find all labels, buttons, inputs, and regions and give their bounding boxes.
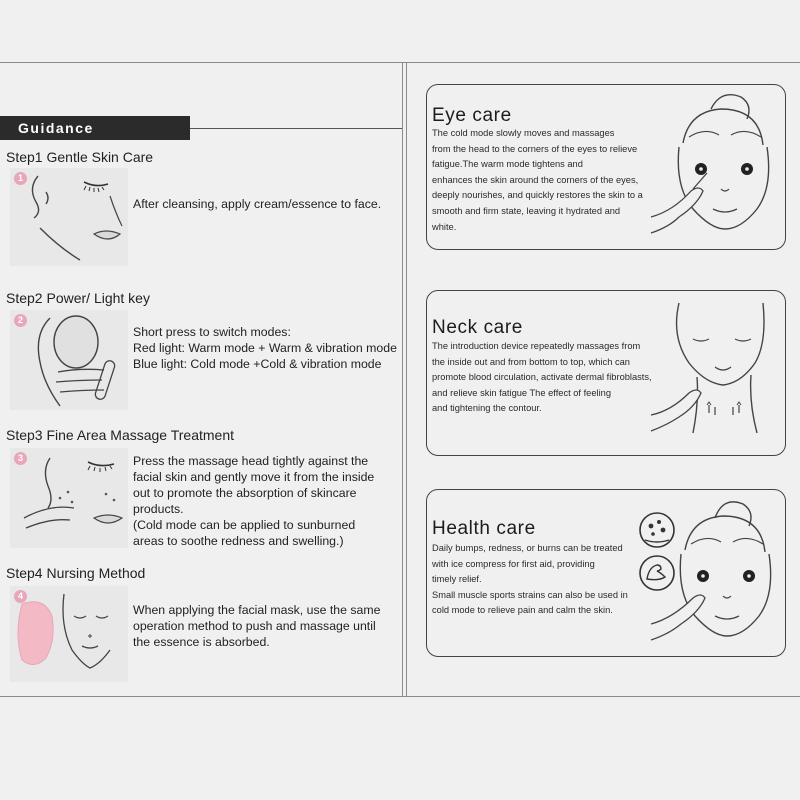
step2-line: Short press to switch modes: (133, 325, 291, 339)
eye-care-title: Eye care (432, 105, 512, 126)
bottom-divider (0, 696, 800, 697)
guidance-banner: Guidance (0, 116, 190, 140)
step2-line: Blue light: Cold mode +Cold & vibration mode (133, 357, 382, 371)
step4-title: Step4 Nursing Method (6, 565, 146, 581)
step3-line: out to promote the absorption of skincare (133, 486, 357, 500)
step3-number-badge: 3 (14, 452, 27, 465)
step2-number-badge: 2 (14, 314, 27, 327)
neck-care-line: The introduction device repeatedly massages from (432, 341, 641, 351)
health-care-line: cold mode to relieve pain and calm the skin. (432, 605, 613, 616)
eye-care-line: white. (432, 221, 457, 232)
step3-text (133, 453, 374, 549)
step3-line: Press the massage head tightly against the (133, 454, 369, 468)
massage-face-icon (10, 448, 128, 548)
health-care-title: Health care (432, 518, 536, 539)
health-care-line: Small muscle sports strains can also be used in (432, 589, 628, 600)
step2-illustration (10, 310, 128, 410)
step3-line: areas to soothe redness and swelling.) (133, 534, 344, 548)
step1-title: Step1 Gentle Skin Care (6, 149, 154, 165)
step2-title: Step2 Power/ Light key (6, 290, 150, 306)
top-divider (0, 62, 800, 63)
eye-care-text (432, 126, 643, 235)
eye-care-line: deeply nourishes, and quickly restores the skin to a (432, 190, 643, 201)
step4-illustration (10, 586, 128, 682)
eye-care-line: fatigue.The warm mode tightens and (432, 159, 583, 170)
eye-care-card (426, 84, 786, 250)
step4-line: operation method to push and massage until (133, 619, 376, 633)
face-mask-icon (10, 586, 128, 682)
step1-text (133, 196, 381, 212)
step2-line: Red light: Warm mode + Warm & vibration mode (133, 341, 397, 355)
neck-care-line: the inside out and from bottom to top, which can (432, 356, 630, 367)
health-care-line: timely relief. (432, 574, 482, 585)
eye-care-line: from the head to the corners of the eyes to relieve (432, 143, 638, 154)
column-divider-left (402, 62, 403, 696)
neck-care-card (426, 290, 786, 456)
eye-care-line: The cold mode slowly moves and massages (432, 128, 615, 138)
face-neck-care-icon (649, 293, 786, 453)
health-care-card (426, 489, 786, 657)
step3-illustration (10, 448, 128, 548)
neck-care-line: and tightening the contour. (432, 403, 542, 414)
neck-care-line: and relieve skin fatigue The effect of feeling (432, 387, 611, 398)
step1-illustration (10, 168, 128, 266)
step1-number-badge: 1 (14, 172, 27, 185)
step3-line: products. (133, 502, 184, 516)
step3-title: Step3 Fine Area Massage Treatment (6, 427, 235, 443)
health-care-line: with ice compress for first aid, providing (432, 558, 595, 569)
step4-number-badge: 4 (14, 590, 27, 603)
step4-text (133, 602, 380, 650)
device-in-hand-icon (10, 310, 128, 410)
health-care-line: Daily bumps, redness, or burns can be treated (432, 543, 623, 553)
guidance-rule (190, 128, 402, 129)
eye-care-line: enhances the skin around the corners of the eyes, (432, 174, 639, 185)
step3-line: (Cold mode can be applied to sunburned (133, 518, 356, 532)
face-profile-icon (10, 168, 128, 266)
face-eye-care-icon (649, 87, 786, 247)
step2-text (133, 324, 397, 372)
step1-line: After cleansing, apply cream/essence to face. (133, 197, 382, 211)
step4-line: the essence is absorbed. (133, 635, 270, 649)
health-care-text (432, 541, 628, 619)
neck-care-text (432, 339, 652, 417)
neck-care-title: Neck care (432, 317, 523, 338)
eye-care-line: smooth and firm state, leaving it hydrated and (432, 205, 621, 216)
face-health-care-icon (649, 490, 786, 656)
column-divider-right (406, 62, 407, 696)
neck-care-line: promote blood circulation, activate dermal fibroblasts, (432, 372, 652, 383)
step4-line: When applying the facial mask, use the same (133, 603, 381, 617)
step3-line: facial skin and gently move it from the inside (133, 470, 375, 484)
